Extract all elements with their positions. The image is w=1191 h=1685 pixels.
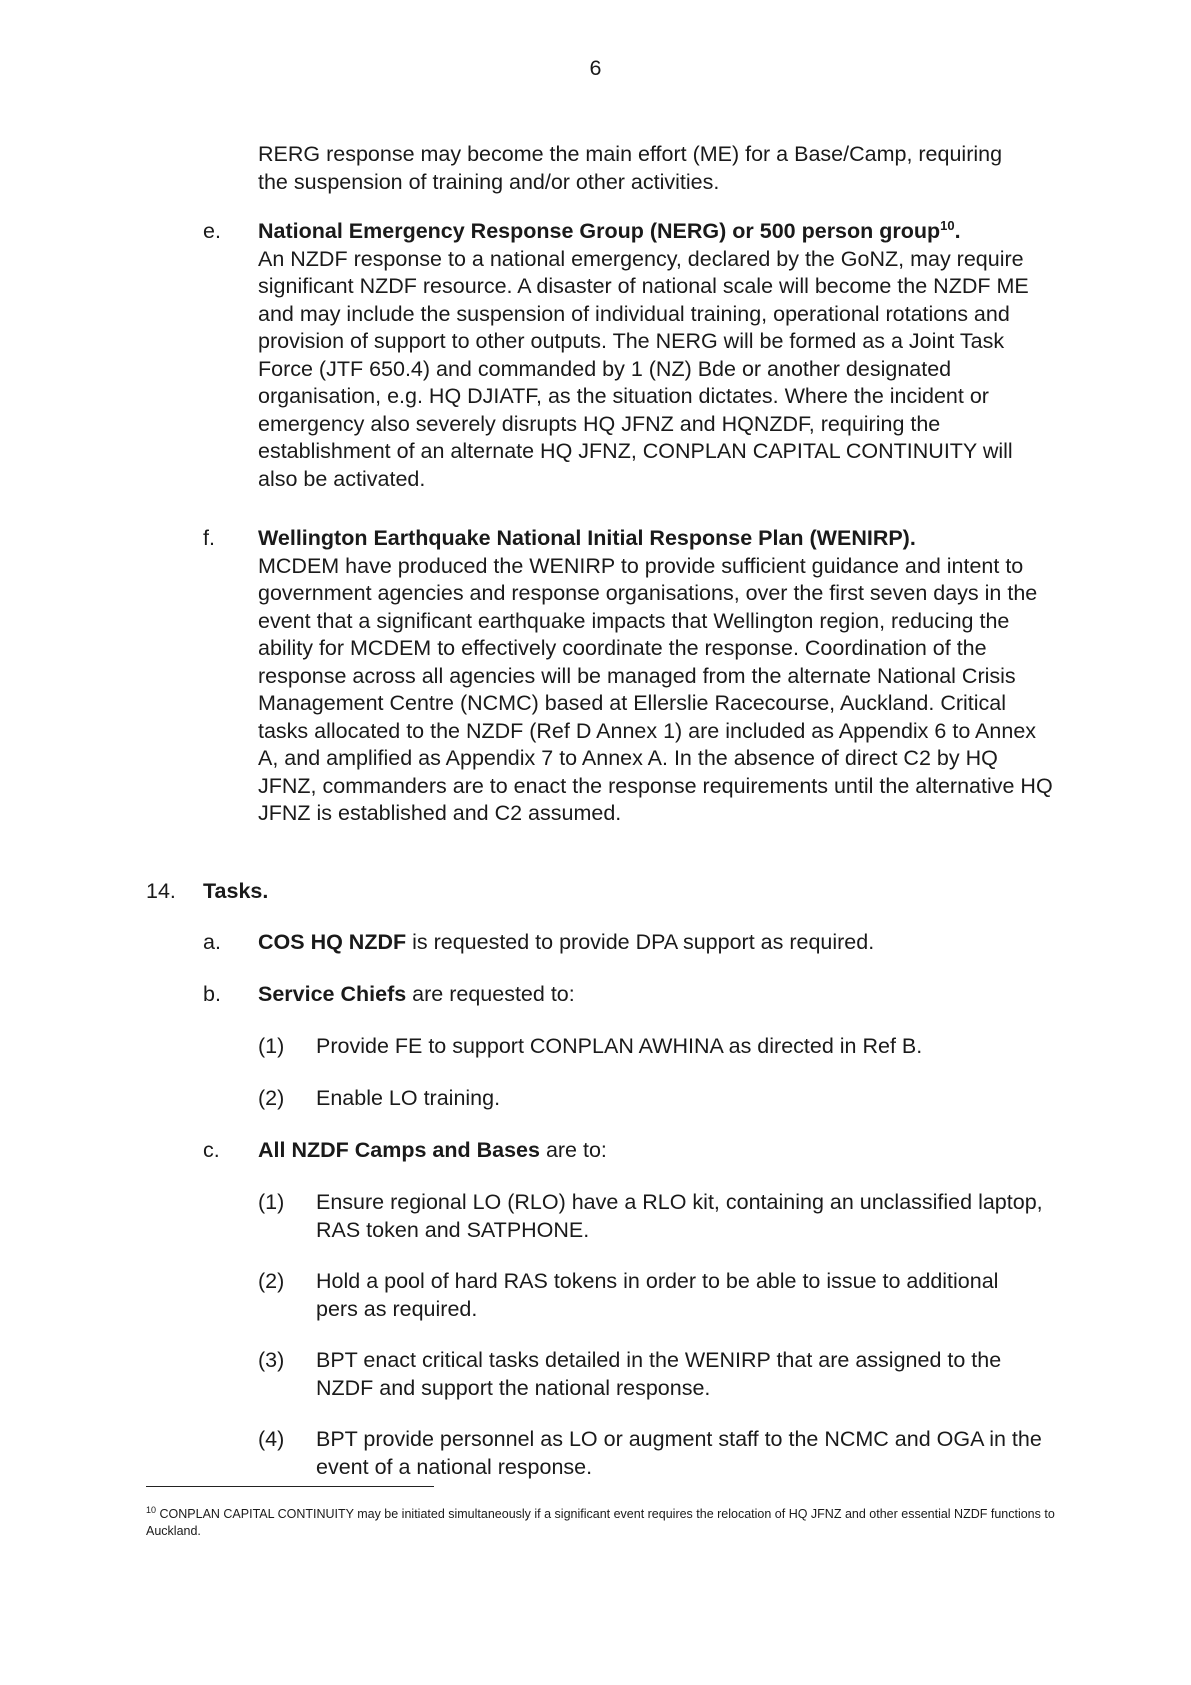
task-c-2-marker: (2) <box>258 1269 285 1293</box>
task-b-2-text: Enable LO training. <box>316 1086 501 1110</box>
task-c-4-marker: (4) <box>258 1427 285 1451</box>
footnote <box>146 1506 1066 1540</box>
item-e-body: An NZDF response to a national emergency, declared by the GoNZ, may require significant NZDF resource. A disaster of national scale will become the NZDF ME and may include the suspension of individual training, operational rotations and provision of support to other outputs. The NERG will be formed as a Joint Task Force (JTF 650.4) and commanded by 1 (NZ) Bde or another designated organisation, e.g. HQ DJIATF, as the situation dictates. Where the incident or emergency also severely disrupts HQ JFNZ and HQNZDF, requiring the establishment of an alternate HQ JFNZ, CONPLAN CAPITAL CONTINUITY will also be activated. <box>258 246 1029 491</box>
task-c-subject: All NZDF Camps and Bases <box>258 1138 540 1162</box>
task-c-marker: c. <box>203 1138 220 1162</box>
section-14-title: Tasks. <box>203 879 269 903</box>
task-c-1-marker: (1) <box>258 1190 285 1214</box>
item-e-heading-end: . <box>954 219 961 243</box>
task-b-2-marker: (2) <box>258 1086 285 1110</box>
task-c <box>258 1137 1058 1165</box>
footnote-number: 10 <box>146 1504 157 1515</box>
item-f-body: MCDEM have produced the WENIRP to provide sufficient guidance and intent to government agencies and response organisations, over the first seven days in the event that a significant earthquake impacts that Wellington region, reducing the ability for MCDEM to effectively coordinate the response. Coordination of the response across all agencies will be managed from the alternate National Crisis Management Centre (NCMC) based at Ellerslie Racecourse, Auckland. Critical tasks allocated to the NZDF (Ref D Annex 1) are included as Appendix 6 to Annex A, and amplified as Appendix 7 to Annex A. In the absence of direct C2 by HQ JFNZ, commanders are to enact the response requirements until the alternative HQ JFNZ is established and C2 assumed. <box>258 553 1053 825</box>
task-b <box>258 981 1058 1009</box>
page-number: 6 <box>589 56 602 80</box>
task-c-text: are to: <box>539 1138 607 1162</box>
footnote-ref[interactable]: 10 <box>940 217 955 233</box>
item-e-heading: National Emergency Response Group (NERG) or 500 person group <box>258 219 941 243</box>
intro-paragraph: RERG response may become the main effort (ME) for a Base/Camp, requiring the suspension of training and/or other activities. <box>258 142 1003 194</box>
task-b-1-marker: (1) <box>258 1034 285 1058</box>
item-e <box>258 218 1058 493</box>
task-a <box>258 929 1058 957</box>
task-a-text: is requested to provide DPA support as required. <box>406 930 875 954</box>
footnote-text: CONPLAN CAPITAL CONTINUITY may be initiated simultaneously if a significant event requires the relocation of HQ JFNZ and other essential NZDF functions to Auckland. <box>146 1507 1055 1538</box>
task-a-marker: a. <box>203 930 221 954</box>
item-f-marker: f. <box>203 526 215 550</box>
task-b-text: are requested to: <box>406 982 575 1006</box>
task-c-3-marker: (3) <box>258 1348 285 1372</box>
task-c-4-text: BPT provide personnel as LO or augment staff to the NCMC and OGA in the event of a national response. <box>316 1427 1042 1479</box>
item-e-marker: e. <box>203 219 221 243</box>
task-b-subject: Service Chiefs <box>258 982 407 1006</box>
task-b-1-text: Provide FE to support CONPLAN AWHINA as directed in Ref B. <box>316 1034 923 1058</box>
footnote-separator <box>146 1486 434 1487</box>
item-f-heading: Wellington Earthquake National Initial Response Plan (WENIRP). <box>258 526 916 550</box>
task-c-3-text: BPT enact critical tasks detailed in the WENIRP that are assigned to the NZDF and support the national response. <box>316 1348 1002 1400</box>
task-b-marker: b. <box>203 982 221 1006</box>
item-f <box>258 525 1060 828</box>
task-c-1-text: Ensure regional LO (RLO) have a RLO kit, containing an unclassified laptop, RAS token and SATPHONE. <box>316 1190 1043 1242</box>
section-14-number: 14. <box>146 879 176 903</box>
task-c-2-text: Hold a pool of hard RAS tokens in order to be able to issue to additional pers as required. <box>316 1269 999 1321</box>
task-a-subject: COS HQ NZDF <box>258 930 407 954</box>
